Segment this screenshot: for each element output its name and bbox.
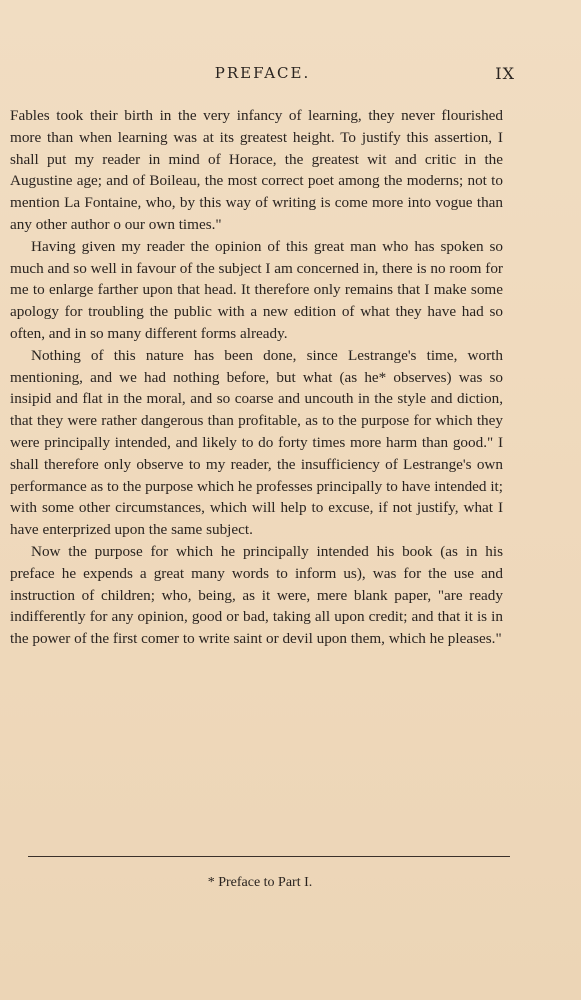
running-title: PREFACE. [214, 64, 311, 82]
footnote: * Preface to Part I. [207, 875, 313, 890]
paragraph-4: Now the purpose for which he principally intended his book (as in his preface he expends a great many words to inform us), was for the use and instruction of children; who, being, as it were, mere blank paper, "are ready indifferently for any opinion, good or bad, taking all upon credit; and that it is in the power of the first comer to write saint or devil upon them, which he pleases." [10, 542, 503, 648]
body-text [10, 105, 503, 650]
paragraph-1: Fables took their birth in the very infancy of learning, they never flourished more than when learning was at its greatest height. To justify this assertion, I shall put my reader in mind of Horace, the greatest wit and critic in the Augustine age; and of Boileau, the most correct poet among the moderns; not to mention La Fontaine, who, by this way of writing is come more into vogue than any other author o our own times." [10, 107, 503, 233]
running-head [10, 64, 515, 86]
footnote-rule [28, 856, 510, 857]
page-number: IX [495, 64, 515, 83]
paragraph-3: Nothing of this nature has been done, since Lestrange's time, worth mentioning, and we had nothing before, but what (as he* observes) was so insipid and flat in the moral, and so coarse and uncouth in the style and diction, that they were rather dangerous than profitable, as to the purpose for which they were principally intended, and likely to do forty times more harm than good." I shall therefore only observe to my reader, the insufficiency of Lestrange's own performance as to the purpose which he professes principally to have intended it; with some other circumstances, which will help to excuse, if not justify, what I have enterprized upon the same subject. [10, 346, 503, 539]
paragraph-2: Having given my reader the opinion of this great man who has spoken so much and so well in favour of the subject I am concerned in, there is no room for me to enlarge farther upon that head. It therefore only remains that I make some apology for troubling the public with a new edition of what they have had so often, and in so many different forms already. [10, 237, 503, 342]
